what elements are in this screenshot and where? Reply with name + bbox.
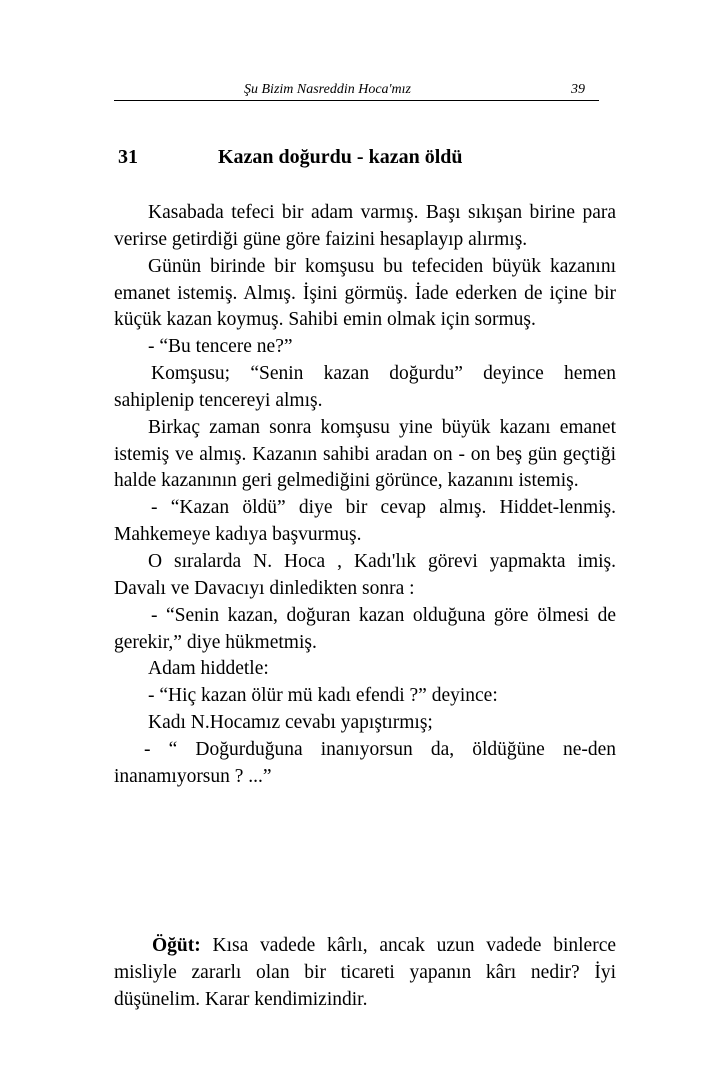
paragraph: Kadı N.Hocamız cevabı yapıştırmış; xyxy=(148,712,433,734)
paragraph: - “Senin kazan, doğuran kazan olduğuna göre ölmesi de gerekir,” diye hükmetmiş. xyxy=(114,604,616,653)
advice-label: Öğüt: xyxy=(152,935,201,956)
paragraph: Komşusu; “Senin kazan doğurdu” deyince hemen sahiplenip tencereyi almış. xyxy=(114,363,616,411)
paragraph: - “ Doğurduğuna inanıyorsun da, öldüğüne ne-den inanamıyorsun ? ...” xyxy=(114,738,616,787)
paragraph: Birkaç zaman sonra komşusu yine büyük kazanı emanet istemiş ve almış. Kazanın sahibi aradan on - on beş gün geçtiği halde kazanının geri gelmediğini görünce, kazanını istemiş. xyxy=(114,416,616,492)
paragraph: Adam hiddetle: xyxy=(148,658,269,680)
page-number: 39 xyxy=(571,82,585,97)
advice-section xyxy=(114,932,616,1013)
page-header xyxy=(114,82,599,102)
paragraph: - “Kazan öldü” diye bir cevap almış. Hiddet-lenmiş. Mahkemeye kadıya başvurmuş. xyxy=(114,497,616,546)
advice-text: Kısa vadede kârlı, ancak uzun vadede binlerce misliyle zararlı olan bir ticareti yapanın kârı nedir? İyi düşünelim. Karar kendimizindir. xyxy=(114,935,617,1010)
story-title: Kazan doğurdu - kazan öldü xyxy=(218,146,463,168)
story-number: 31 xyxy=(118,146,138,168)
advice-paragraph xyxy=(114,932,616,1013)
paragraph: - “Bu tencere ne?” xyxy=(148,336,293,358)
paragraph: Günün birinde bir komşusu bu tefeciden büyük kazanını emanet istemiş. Almış. İşini görmüş. İade ederken de içine bir küçük kazan koymuş. Sahibi emin olmak için sormuş. xyxy=(114,255,616,331)
story-body xyxy=(114,200,616,791)
running-title: Şu Bizim Nasreddin Hoca'mız xyxy=(244,82,411,97)
header-rule xyxy=(114,100,599,101)
paragraph: O sıralarda N. Hoca , Kadı'lık görevi yapmakta imiş. Davalı ve Davacıyı dinledikten sonra : xyxy=(114,550,616,599)
paragraph: Kasabada tefeci bir adam varmış. Başı sıkışan birine para verirse getirdiği güne göre faizini hesaplayıp alırmış. xyxy=(114,202,616,250)
paragraph: - “Hiç kazan ölür mü kadı efendi ?” deyince: xyxy=(148,685,498,707)
